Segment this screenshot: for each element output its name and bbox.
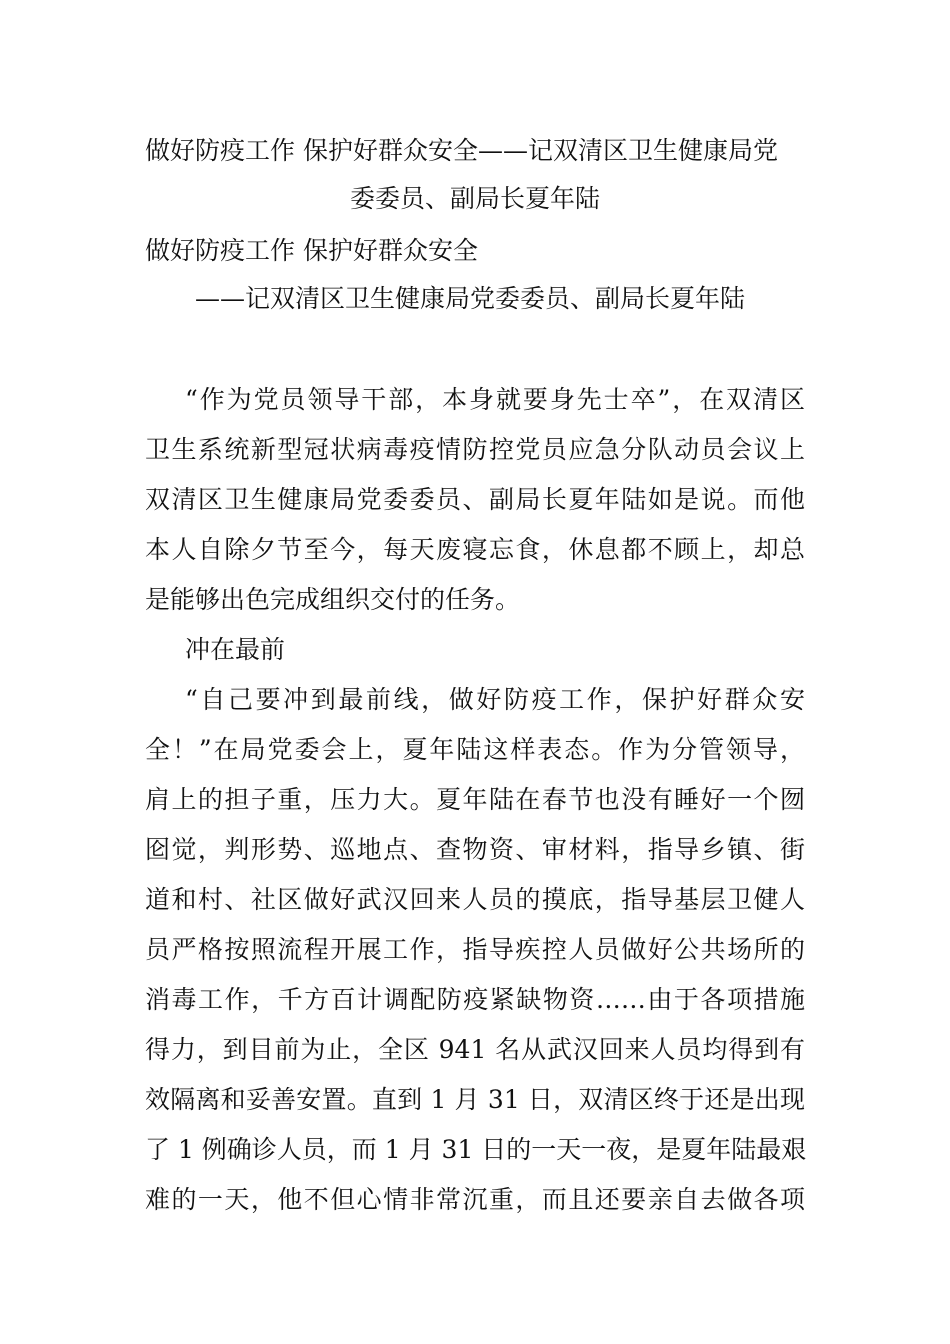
paragraph-1-line: 卫生系统新型冠状病毒疫情防控党员应急分队动员会议上 (145, 435, 805, 464)
paragraph-2-line: 全！”在局党委会上，夏年陆这样表态。作为分管领导， (145, 735, 805, 764)
paragraph-2-line: 了 1 例确诊人员，而 1 月 31 日的一天一夜，是夏年陆最艰 (145, 1135, 807, 1164)
paragraph-2-line: “自己要冲到最前线，做好防疫工作，保护好群众安 (185, 685, 805, 714)
section-heading: 冲在最前 (185, 635, 286, 664)
document-title-line-2: 委委员、副局长夏年陆 (349, 184, 600, 213)
document-title-line-1: 做好防疫工作 保护好群众安全——记双清区卫生健康局党 (145, 136, 778, 165)
paragraph-1-line: 本人自除夕节至今，每天废寝忘食，休息都不顾上，却总 (145, 535, 805, 564)
paragraph-2-line: 道和村、社区做好武汉回来人员的摸底，指导基层卫健人 (145, 885, 805, 914)
paragraph-1-line: 双清区卫生健康局党委委员、副局长夏年陆如是说。而他 (145, 485, 805, 514)
article-byline: ——记双清区卫生健康局党委委员、副局长夏年陆 (195, 284, 746, 313)
paragraph-2-line: 难的一天，他不但心情非常沉重，而且还要亲自去做各项 (145, 1185, 805, 1214)
paragraph-2-line: 肩上的担子重，压力大。夏年陆在春节也没有睡好一个囫 (145, 785, 805, 814)
paragraph-2-line: 囵觉，判形势、巡地点、查物资、审材料，指导乡镇、街 (145, 835, 805, 864)
paragraph-1-line: “作为党员领导干部，本身就要身先士卒”，在双清区 (185, 385, 805, 414)
paragraph-2-line: 得力，到目前为止，全区 941 名从武汉回来人员均得到有 (145, 1035, 805, 1064)
paragraph-1-line: 是能够出色完成组织交付的任务。 (145, 585, 521, 614)
paragraph-2-line: 效隔离和妥善安置。直到 1 月 31 日，双清区终于还是出现 (145, 1085, 805, 1114)
article-subtitle: 做好防疫工作 保护好群众安全 (145, 236, 478, 265)
paragraph-2-line: 消毒工作，千方百计调配防疫紧缺物资……由于各项措施 (145, 985, 805, 1014)
paragraph-2-line: 员严格按照流程开展工作，指导疾控人员做好公共场所的 (145, 935, 805, 964)
